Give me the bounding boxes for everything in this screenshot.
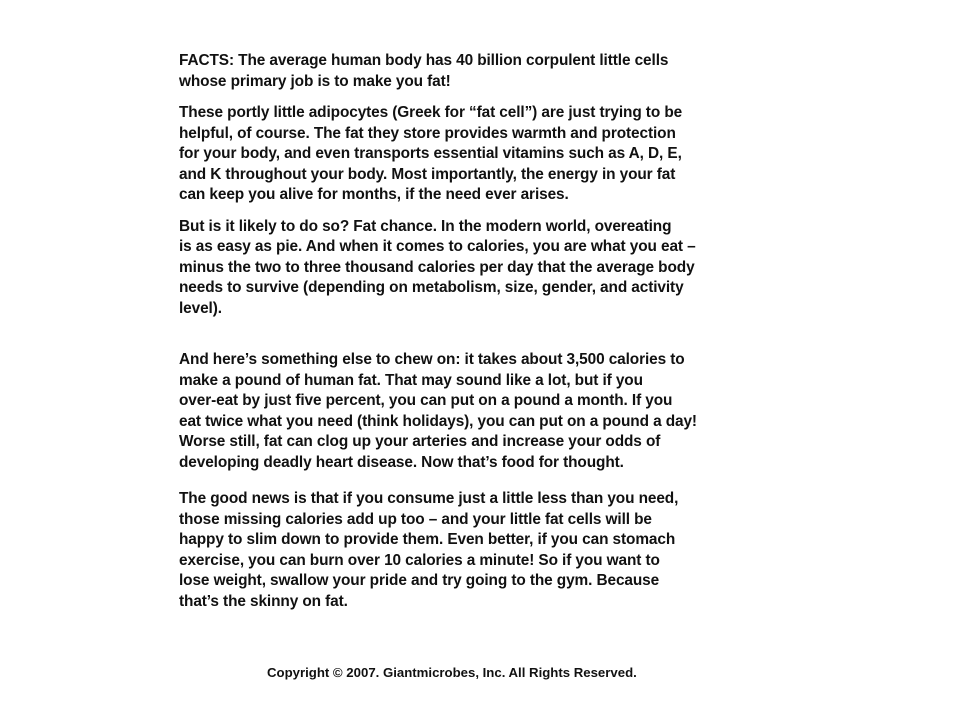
paragraph-calories: And here’s something else to chew on: it takes about 3,500 calories to make a pound of human fat. That may sound like a lot, but if you over-eat by just five percent, you can put on a pound a month. If you eat twice what you need (think holidays), you can put on a pound a day! Worse still, fat can clog up your arteries and increase your odds of developing deadly heart disease. Now that’s food for thought.: [179, 351, 697, 471]
article-body: [179, 51, 789, 612]
paragraph-adipocytes: These portly little adipocytes (Greek for “fat cell”) are just trying to be helpful, of course. The fat they store provides warmth and protection for your body, and even transports essential vitamins such as A, D, E, and K throughout your body. Most importantly, the energy in your fat can keep you alive for months, if the need ever arises.: [179, 104, 683, 203]
paragraph-good-news: The good news is that if you consume just a little less than you need, those missing calories add up too – and your little fat cells will be happy to slim down to provide them. Even better, if you can stomach exercise, you can burn over 10 calories a minute! So if you want to lose weight, swallow your pride and try going to the gym. Because that’s the skinny on fat.: [179, 490, 679, 610]
paragraph-fat-chance: But is it likely to do so? Fat chance. In the modern world, overeating is as easy as pie. And when it comes to calories, you are what you eat – minus the two to three thousand calories per day that the average body needs to survive (depending on metabolism, size, gender, and activity level).: [179, 217, 696, 317]
paragraph-facts: FACTS: The average human body has 40 billion corpulent little cells whose primary job is to make you fat!: [179, 52, 669, 90]
copyright-notice: Copyright © 2007. Giantmicrobes, Inc. All Rights Reserved.: [267, 665, 637, 680]
